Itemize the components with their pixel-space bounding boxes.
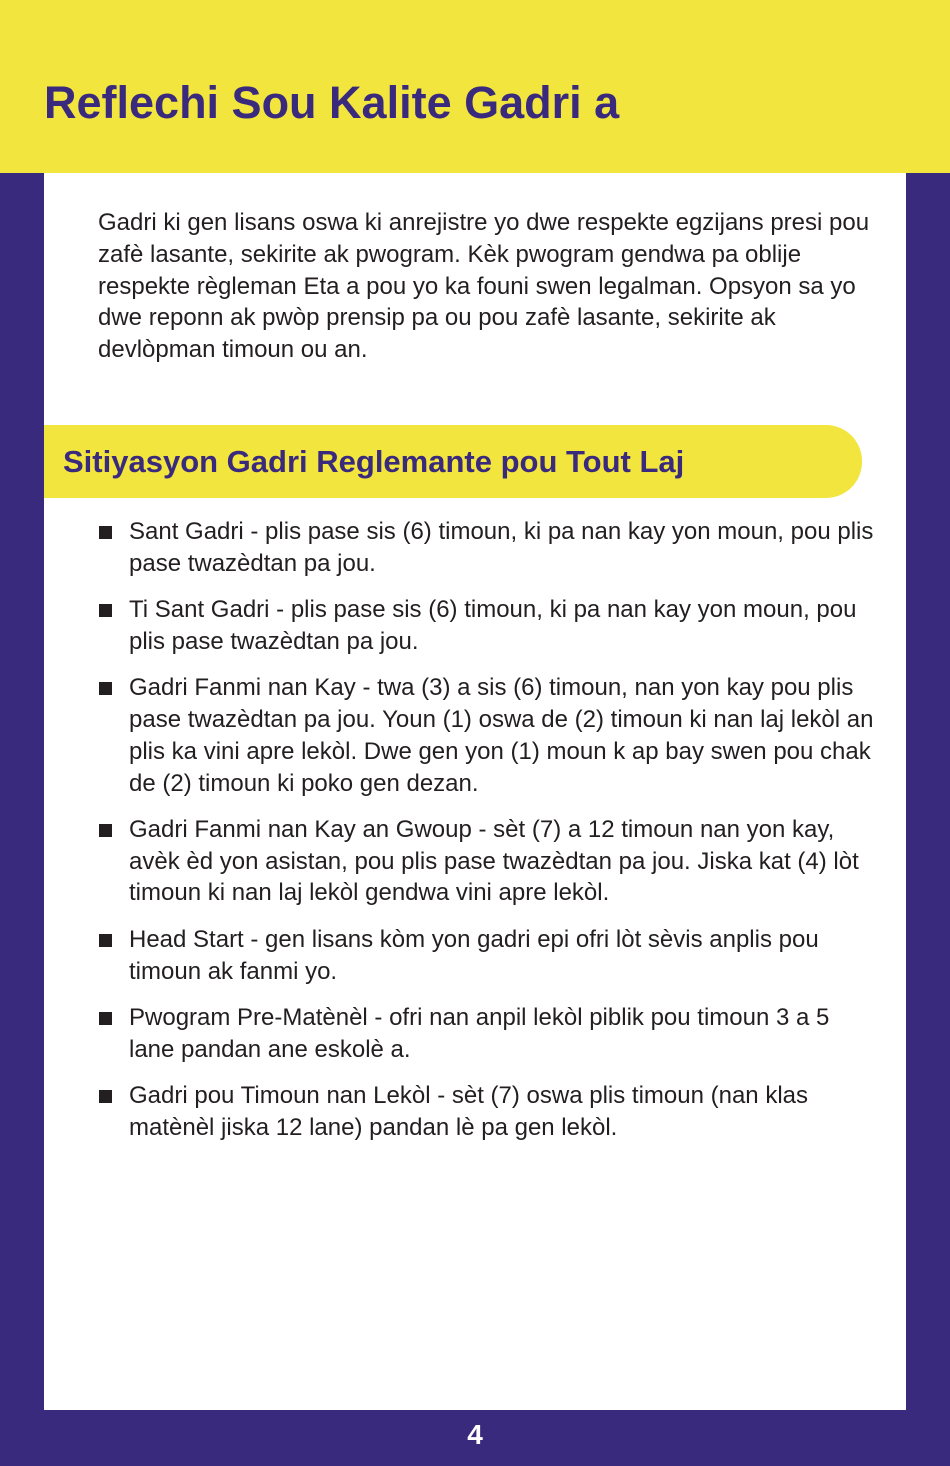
- list-item-text: Head Start - gen lisans kòm yon gadri epi ofri lòt sèvis anplis pou timoun ak fanmi yo.: [129, 925, 819, 985]
- list-item-text: Gadri Fanmi nan Kay an Gwoup - sèt (7) a 12 timoun nan yon kay, avèk èd yon asistan, pou plis pase twazèdtan pa jou. Jiska kat (4) lòt timoun ki nan laj lekòl gendwa vini apre lekòl.: [129, 815, 859, 907]
- list-item: [98, 814, 878, 909]
- square-bullet-icon: [99, 1090, 112, 1103]
- list-item-text: Pwogram Pre-Matènèl - ofri nan anpil lekòl piblik pou timoun 3 a 5 lane pandan ane eskolè a.: [129, 1003, 830, 1063]
- list-item: [98, 672, 878, 799]
- list-item-text: Gadri pou Timoun nan Lekòl - sèt (7) oswa plis timoun (nan klas matènèl jiska 12 lane) pandan lè pa gen lekòl.: [129, 1081, 808, 1141]
- list-item: [98, 924, 878, 988]
- section-banner: [44, 425, 862, 498]
- list-item: [98, 1080, 878, 1144]
- section-title: Sitiyasyon Gadri Reglemante pou Tout Laj: [63, 444, 685, 479]
- care-types-list: [98, 516, 878, 1158]
- square-bullet-icon: [99, 1012, 112, 1025]
- list-item: [98, 594, 878, 658]
- content-panel: [44, 173, 906, 1410]
- square-bullet-icon: [99, 824, 112, 837]
- page-title: Reflechi Sou Kalite Gadri a: [44, 77, 620, 128]
- list-item-text: Gadri Fanmi nan Kay - twa (3) a sis (6) timoun, nan yon kay pou plis pase twazèdtan pa jou. Youn (1) oswa de (2) timoun ki nan laj lekòl an plis ka vini apre lekòl. Dwe gen yon (1) moun k ap bay swen pou chak de (2) timoun ki poko gen dezan.: [129, 674, 874, 797]
- list-item: [98, 516, 878, 580]
- square-bullet-icon: [99, 682, 112, 695]
- square-bullet-icon: [99, 526, 112, 539]
- list-item: [98, 1002, 878, 1066]
- list-item-text: Sant Gadri - plis pase sis (6) timoun, ki pa nan kay yon moun, pou plis pase twazèdtan pa jou.: [129, 518, 874, 577]
- list-item-text: Ti Sant Gadri - plis pase sis (6) timoun, ki pa nan kay yon moun, pou plis pase twazèdtan pa jou.: [129, 596, 857, 655]
- square-bullet-icon: [99, 934, 112, 947]
- page-number: 4: [467, 1419, 483, 1450]
- intro-paragraph: Gadri ki gen lisans oswa ki anrejistre yo dwe respekte egzijans presi pou zafè lasante, sekirite ak pwogram. Kèk pwogram gendwa pa oblije respekte règleman Eta a pou yo ka founi swen legalman. Opsyon sa yo dwe reponn ak pwòp prensip pa ou pou zafè lasante, sekirite ak devlòpman timoun ou an.: [98, 209, 870, 364]
- header-band: [0, 0, 950, 173]
- square-bullet-icon: [99, 604, 112, 617]
